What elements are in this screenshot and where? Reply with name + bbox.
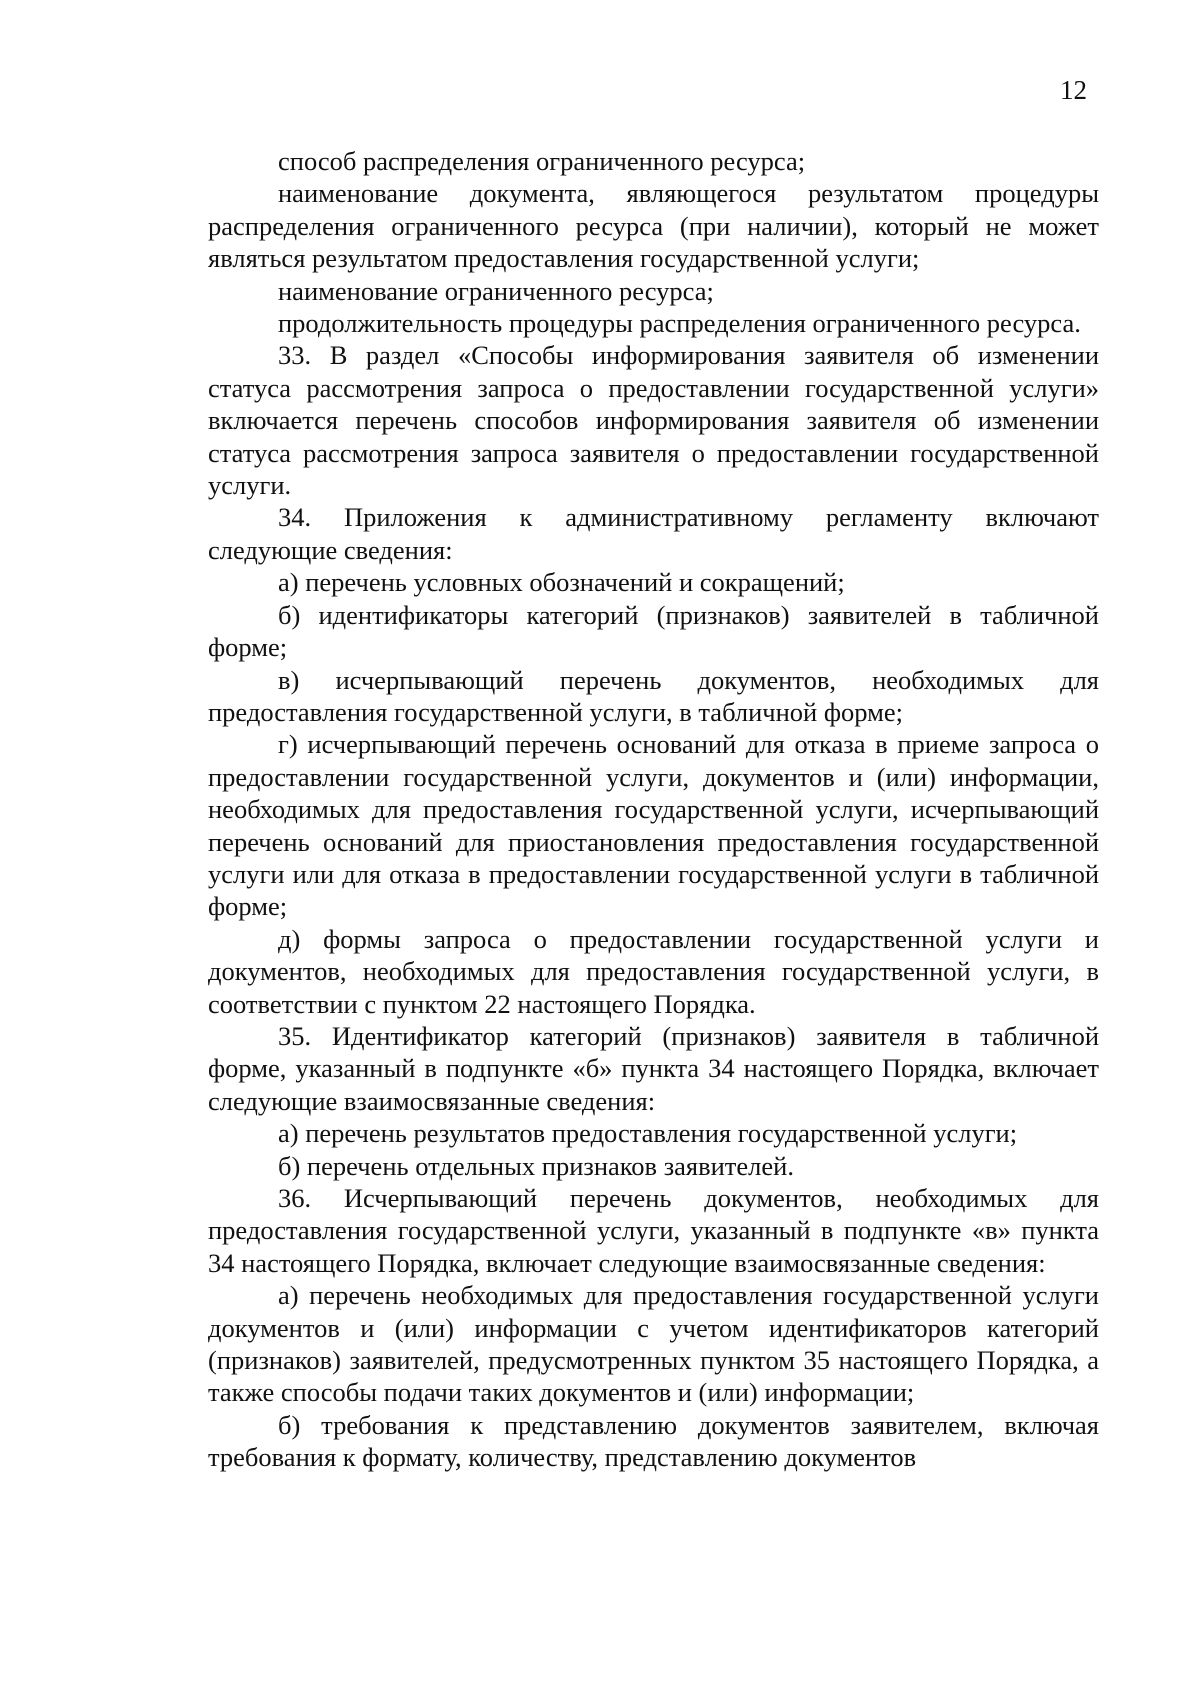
paragraph: наименование документа, являющегося результатом процедуры распределения ограниченного ресурса (при наличии), который не может являться результатом предоставления государственной услуги;: [208, 178, 1099, 274]
paragraph: а) перечень результатов предоставления государственной услуги;: [278, 1118, 1018, 1149]
paragraph: способ распределения ограниченного ресурса;: [278, 146, 806, 176]
paragraph: 35. Идентификатор категорий (признаков) заявителя в табличной форме, указанный в подпункте «б» пункта 34 настоящего Порядка, включает следующие взаимосвязанные сведения:: [208, 1020, 1099, 1116]
paragraph: в) исчерпывающий перечень документов, необходимых для предоставления государственной услуги, в табличной форме;: [208, 664, 1099, 727]
paragraph: б) идентификаторы категорий (признаков) заявителей в табличной форме;: [208, 599, 1099, 663]
paragraph: г) исчерпывающий перечень оснований для отказа в приеме запроса о предоставлении государственной услуги, документов и (или) информации, необходимых для предоставления государственной услуги, исчерпывающий перечень оснований для приостановления предоставления государственной услуги или для отказа в предоставлении государственной услуги в табличной форме;: [208, 729, 1099, 922]
paragraph: 36. Исчерпывающий перечень документов, необходимых для предоставления государственной услуги, указанный в подпункте «в» пункта 34 настоящего Порядка, включает следующие взаимосвязанные сведения:: [208, 1183, 1099, 1278]
paragraph: а) перечень условных обозначений и сокращений;: [278, 567, 845, 598]
paragraph: а) перечень необходимых для предоставления государственной услуги документов и (или) информации с учетом идентификаторов категорий (признаков) заявителей, предусмотренных пунктом 35 настоящего Порядка, а также способы подачи таких документов и (или) информации;: [208, 1280, 1099, 1408]
document-body: [208, 145, 1099, 1474]
paragraph: наименование ограниченного ресурса;: [278, 275, 714, 306]
paragraph: 33. В раздел «Способы информирования заявителя об изменении статуса рассмотрения запроса о предоставлении государственной услуги» включается перечень способов информирования заявителя об изменении статуса рассмотрения запроса заявителя о предоставлении государственной услуги.: [208, 340, 1099, 501]
paragraph: б) требования к представлению документов заявителем, включая требования к формату, количеству, представлению документов: [208, 1409, 1099, 1473]
paragraph: б) перечень отдельных признаков заявителей.: [278, 1150, 794, 1181]
paragraph: продолжительность процедуры распределения ограниченного ресурса.: [278, 308, 1081, 339]
paragraph: 34. Приложения к административному регламенту включают следующие сведения:: [208, 502, 1099, 565]
page-number: 12: [1060, 75, 1087, 105]
paragraph: д) формы запроса о предоставлении государственной услуги и документов, необходимых для предоставления государственной услуги, в соответствии с пунктом 22 настоящего Порядка.: [208, 923, 1099, 1019]
